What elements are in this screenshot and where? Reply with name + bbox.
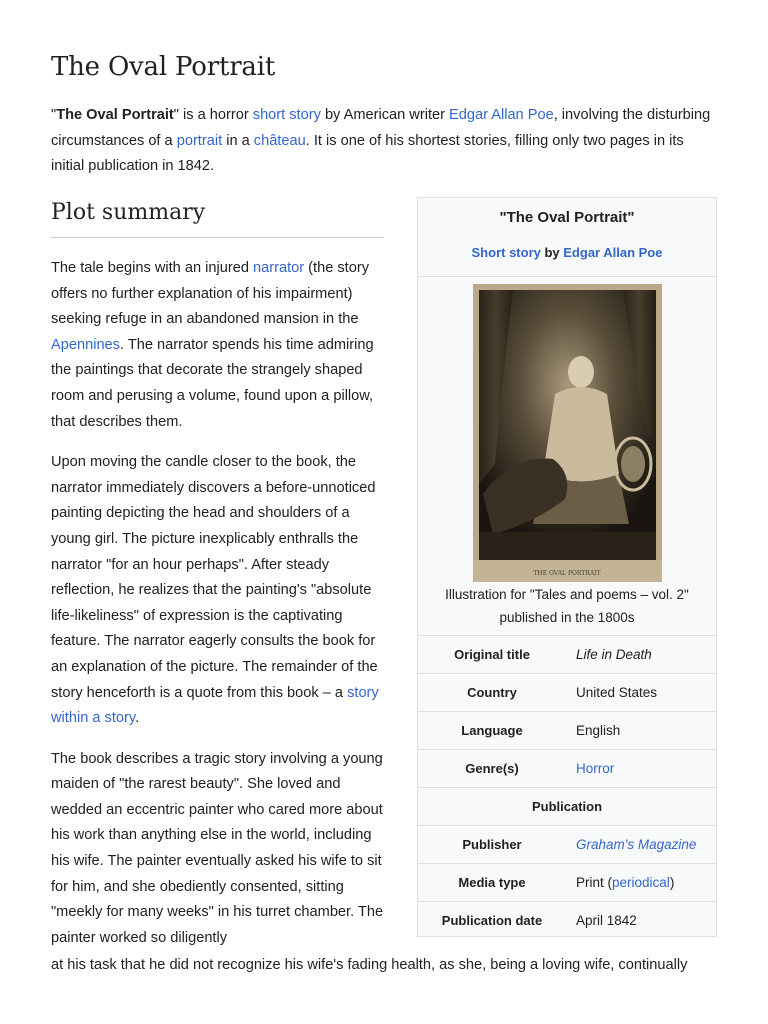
intro-text: by American writer <box>320 107 450 123</box>
infobox-label: Country <box>467 685 517 700</box>
intro-text: . It is one of his shortest stories, filling only two pages in its initial publication in 1842. <box>51 132 684 175</box>
infobox-link-short-story[interactable]: Short story <box>471 245 541 260</box>
intro-paragraph <box>51 103 721 180</box>
infobox <box>417 197 717 937</box>
link-chateau[interactable]: château <box>253 132 306 149</box>
intro-quote: " <box>51 107 57 123</box>
plot-paragraph-3: The book describes a tragic story involving a young maiden of "the rarest beauty". She loved and wedded an eccentric painter who cared more about his work than anything else in the world, including his wife. The painter eventually asked his wife to sit for him, and she obediently consented, sitting "meekly for many weeks" in his turret chamber. The painter worked so diligently <box>51 750 384 946</box>
infobox-value <box>566 875 716 890</box>
page-title: The Oval Portrait <box>51 52 276 82</box>
plot-paragraph-1 <box>51 256 387 435</box>
infobox-title: "The Oval Portrait" <box>499 209 635 226</box>
infobox-label: Media type <box>458 875 526 890</box>
intro-text: in a <box>222 132 254 149</box>
infobox-subtitle <box>418 235 716 277</box>
link-narrator[interactable]: narrator <box>253 260 305 276</box>
intro-text: , involving the disturbing circumstances of a <box>51 107 711 149</box>
infobox-row-publication-date <box>418 902 716 939</box>
plot-text: . <box>135 710 140 727</box>
link-horror[interactable]: Horror <box>576 761 615 776</box>
infobox-row-original-title <box>418 636 716 674</box>
infobox-by: by <box>540 245 564 260</box>
infobox-label: Language <box>461 723 523 738</box>
infobox-image-wrap <box>418 277 716 583</box>
plot-text: The tale begins with an injured <box>51 260 254 276</box>
infobox-row-media-type <box>418 864 716 902</box>
media-type-text: ) <box>669 875 675 890</box>
infobox-label: Publication date <box>441 913 543 928</box>
link-edgar-allan-poe[interactable]: Edgar Allan Poe <box>449 107 554 123</box>
infobox-label: Genre(s) <box>465 761 519 776</box>
infobox-row-country <box>418 674 716 712</box>
link-story-within-a-story[interactable]: story within a story <box>51 684 379 727</box>
link-grahams-magazine[interactable]: Graham's Magazine <box>576 837 697 852</box>
plot-paragraph-2 <box>51 450 387 732</box>
plot-text: Upon moving the candle closer to the book, the narrator immediately discovers a before-unnoticed painting depicting the head and shoulders of a young girl. The picture inexplicably enthralls the narrator "for an hour perhaps". After steady reflection, he realizes that the painting's "absolute life-likeliness" of expression is the captivating feature. The narrator eagerly consults the book for an explanation of the picture. The remainder of the story henceforth is a quote from this book – a <box>51 454 378 701</box>
intro-text: " is a horror <box>173 107 253 123</box>
infobox-row-language <box>418 712 716 750</box>
plot-summary-column <box>51 256 387 966</box>
infobox-row-publisher <box>418 826 716 864</box>
infobox-section-publication: Publication <box>418 788 716 826</box>
infobox-row-genre <box>418 750 716 788</box>
infobox-caption: Illustration for "Tales and poems – vol. 2" published in the 1800s <box>418 583 716 636</box>
infobox-label: Publisher <box>462 837 522 852</box>
oval-portrait-illustration[interactable] <box>473 284 662 582</box>
plot-text: (the story offers no further explanation of his impairment) seeking refuge in an abandoned mansion in the <box>51 260 370 328</box>
link-portrait[interactable]: portrait <box>176 132 223 149</box>
illustration-caption-text: THE OVAL PORTRAIT <box>533 570 601 577</box>
infobox-value: United States <box>576 685 658 700</box>
section-heading-plot-summary: Plot summary <box>51 200 384 238</box>
infobox-value: Life in Death <box>576 647 652 662</box>
media-type-text: Print ( <box>576 875 613 890</box>
plot-paragraph-3-continued: at his task that he did not recognize his wife's fading health, as she, being a loving wife, continually <box>51 957 688 973</box>
infobox-value: April 1842 <box>576 913 637 928</box>
link-periodical[interactable]: periodical <box>612 875 670 890</box>
infobox-link-edgar-allan-poe[interactable]: Edgar Allan Poe <box>563 245 663 260</box>
plot-text: . The narrator spends his time admiring the paintings that decorate the strangely shaped room and perusing a volume, found upon a pillow, that describes them. <box>51 336 374 430</box>
infobox-label: Original title <box>454 647 530 662</box>
intro-bold-title: The Oval Portrait <box>56 107 174 123</box>
infobox-value: English <box>576 723 621 738</box>
link-apennines[interactable]: Apennines <box>51 336 120 353</box>
link-short-story[interactable]: short story <box>252 107 321 123</box>
